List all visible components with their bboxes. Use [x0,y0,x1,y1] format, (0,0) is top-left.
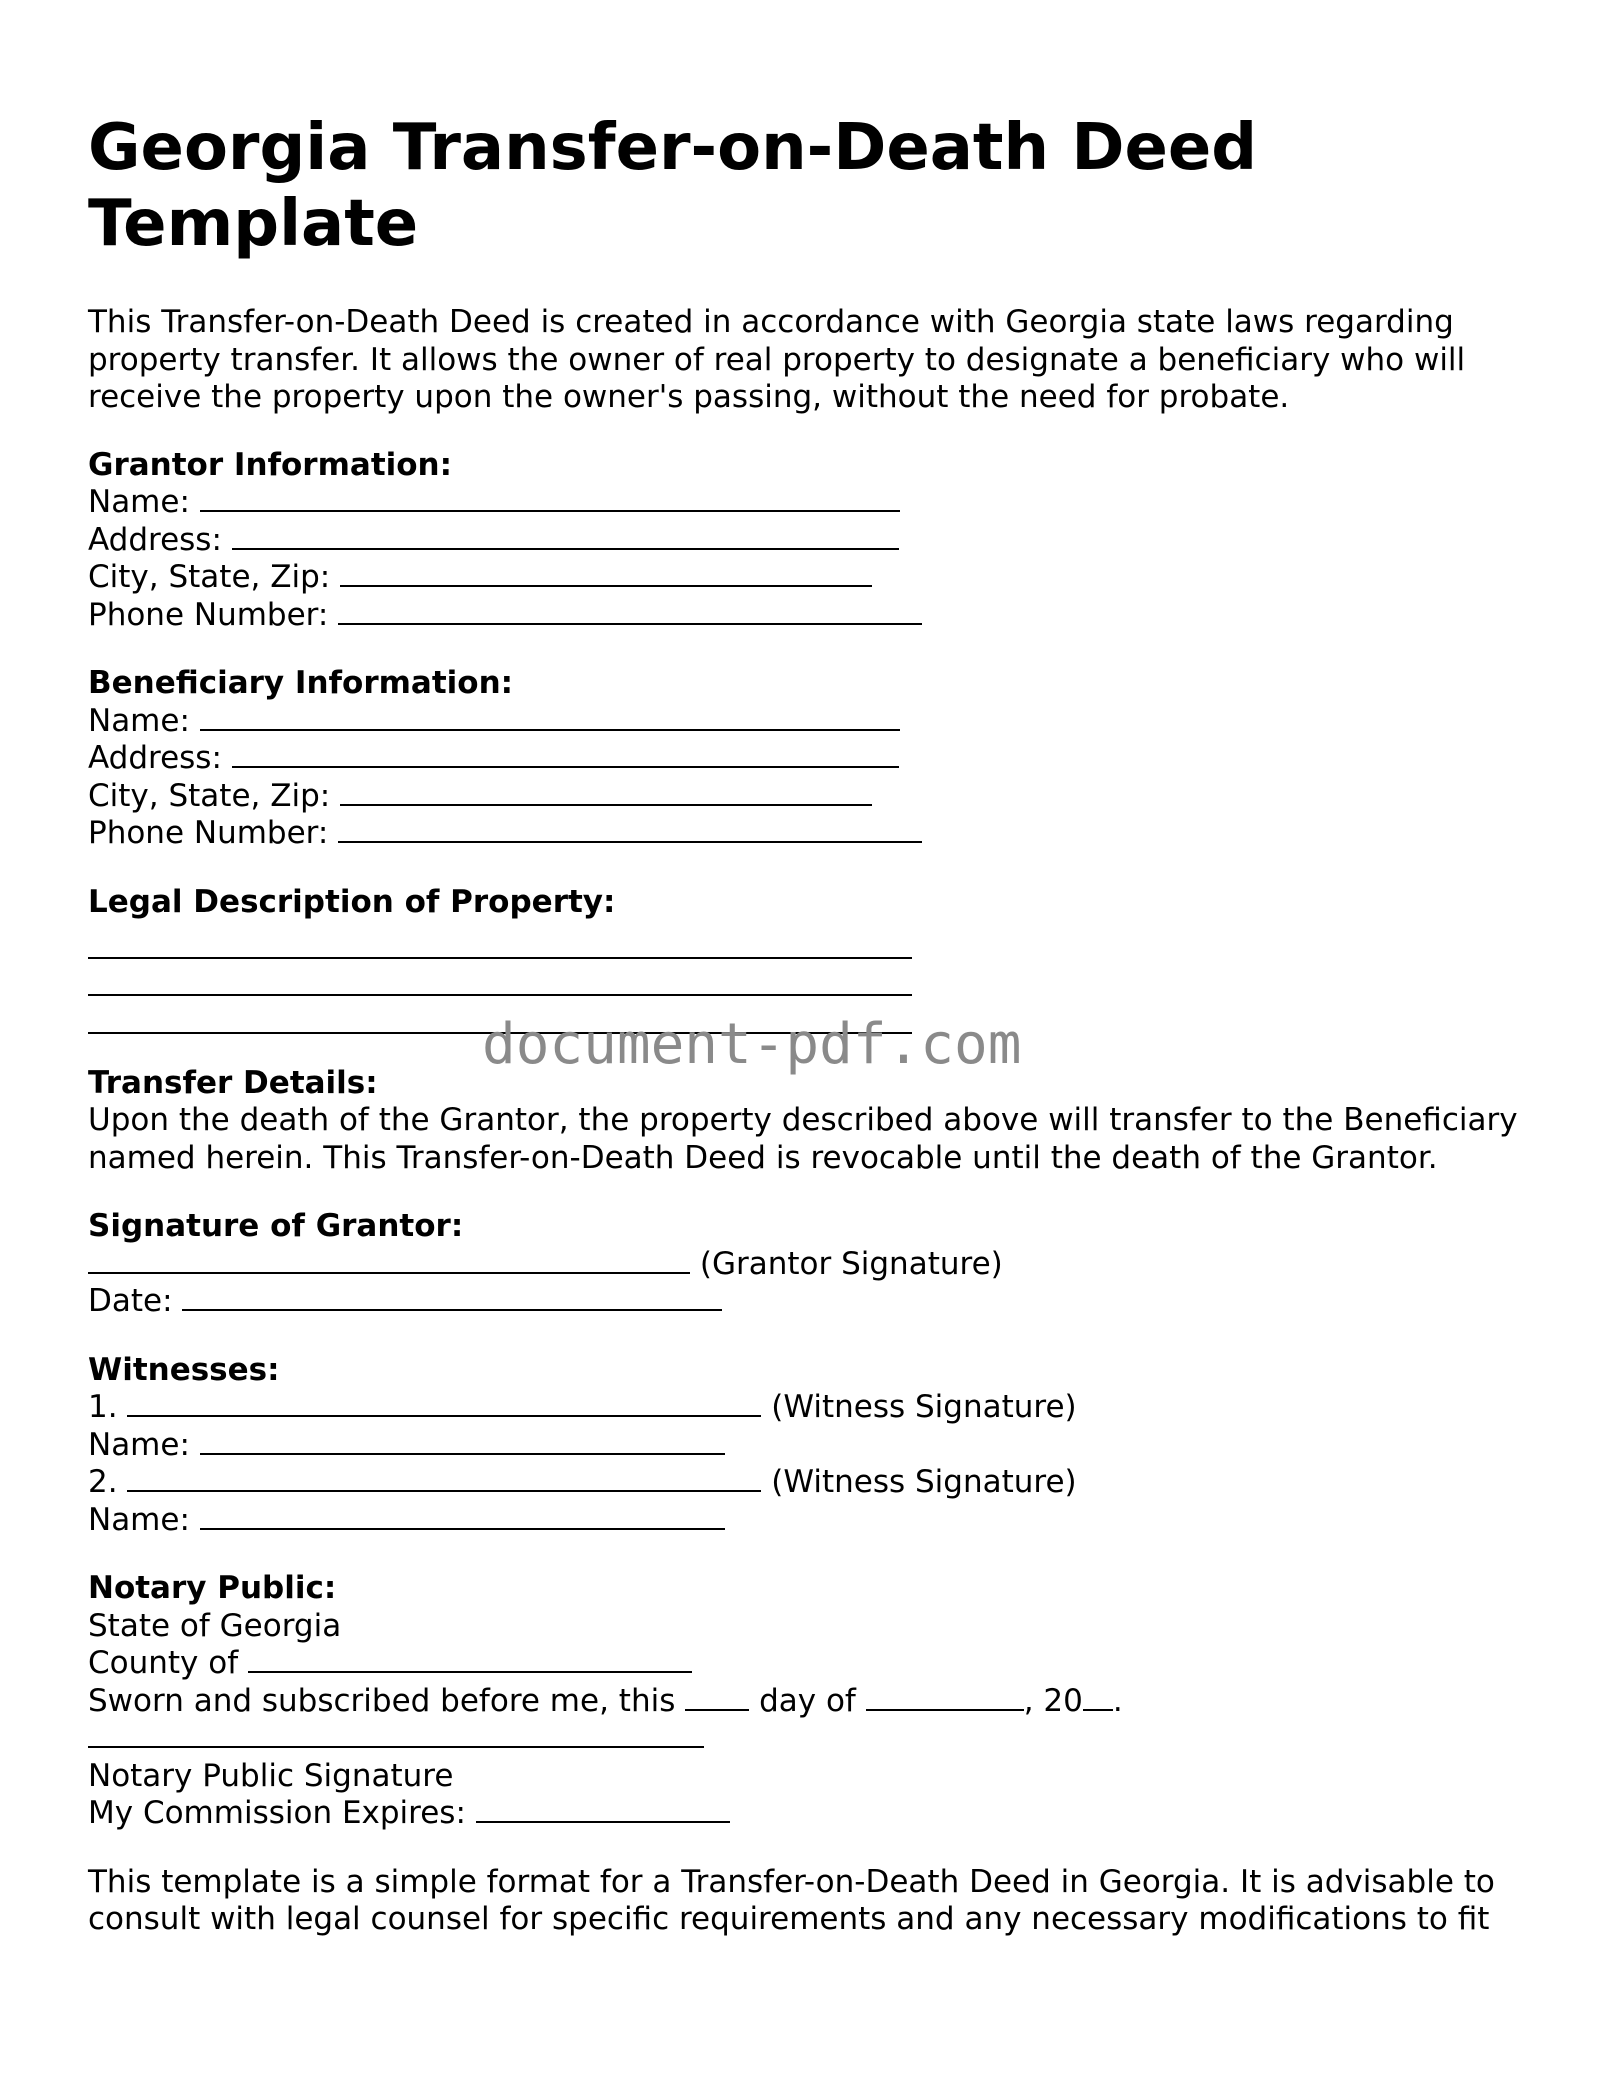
signature-date-field[interactable] [182,1283,722,1311]
notary-commission-field[interactable] [476,1795,730,1823]
transfer-text: Upon the death of the Grantor, the property described above will transfer to the Beneficiary named herein. This Transfer-on-Death Deed is revocable until the death of the Grantor. [88,1102,1518,1176]
grantor-city-field[interactable] [340,559,872,587]
witness-1-number: 1. [88,1389,118,1425]
notary-commission-row [88,1795,1528,1833]
witness-1-name-field[interactable] [200,1427,725,1455]
notary-sworn-start: Sworn and subscribed before me, this [88,1682,676,1719]
notary-sworn-end: . [1112,1682,1123,1719]
witness-1-signature-row [88,1389,1528,1427]
witness-2-signature-row [88,1464,1528,1502]
witness-2-name-label: Name: [88,1501,190,1538]
notary-sworn-day: day of [759,1682,856,1719]
page-title: Georgia Transfer-on-Death Deed Template [88,111,1258,261]
signature-section [88,1208,1528,1321]
beneficiary-heading: Beneficiary Information: [88,665,514,701]
grantor-heading: Grantor Information: [88,446,453,483]
witness-1-name-row [88,1427,1528,1465]
grantor-address-field[interactable] [232,522,899,550]
beneficiary-name-row [88,703,1528,741]
grantor-address-label: Address: [88,521,222,558]
grantor-signature-row [88,1246,1528,1284]
notary-signature-line-row [88,1720,1528,1758]
notary-sworn-year: , 20 [1023,1682,1083,1719]
grantor-city-label: City, State, Zip: [88,559,331,595]
beneficiary-name-label: Name: [88,702,190,739]
witness-2-signature-field[interactable] [127,1464,761,1492]
grantor-signature-field[interactable] [88,1246,690,1274]
grantor-phone-field[interactable] [338,597,922,625]
notary-month-field[interactable] [866,1683,1024,1711]
signature-heading: Signature of Grantor: [88,1208,464,1244]
grantor-name-row [88,484,1528,522]
notary-section [88,1570,1528,1833]
beneficiary-name-field[interactable] [200,703,900,731]
grantor-name-label: Name: [88,484,190,520]
beneficiary-address-label: Address: [88,740,222,776]
property-section [88,884,1528,1034]
beneficiary-section [88,665,1528,853]
beneficiary-city-label: City, State, Zip: [88,777,331,814]
grantor-signature-label: (Grantor Signature) [699,1245,1003,1282]
notary-commission-label: My Commission Expires: [88,1795,466,1831]
notary-county-field[interactable] [248,1645,692,1673]
notary-year-field[interactable] [1083,1683,1113,1711]
witnesses-section [88,1352,1528,1540]
witness-2-number: 2. [88,1464,118,1500]
witness-2-name-field[interactable] [200,1502,725,1530]
grantor-address-row [88,522,1528,560]
grantor-phone-row [88,597,1528,635]
beneficiary-city-field[interactable] [340,778,872,806]
beneficiary-phone-label: Phone Number: [88,815,329,851]
intro-paragraph: This Transfer-on-Death Deed is created in accordance with Georgia state laws regarding property transfer. It allows the owner of real property to designate a beneficiary who will receive the property upon the owner's passing, without the need for probate. [88,304,1466,415]
witness-1-name-label: Name: [88,1426,190,1463]
notary-county-row [88,1645,1528,1683]
beneficiary-phone-field[interactable] [338,815,922,843]
closing-paragraph: This template is a simple format for a Transfer-on-Death Deed in Georgia. It is advisable to consult with legal counsel for specific requirements and any necessary modifications to fit [88,1863,1495,1937]
notary-sworn-row [88,1683,1528,1721]
witness-2-name-row [88,1502,1528,1540]
transfer-section [88,1065,1528,1178]
witness-1-signature-label: (Witness Signature) [771,1389,1077,1425]
watermark-text: document-pdf.com [482,1012,1022,1077]
beneficiary-address-field[interactable] [232,740,899,768]
notary-day-field[interactable] [685,1683,749,1711]
witness-1-signature-field[interactable] [127,1389,761,1417]
witnesses-heading: Witnesses: [88,1351,280,1388]
property-heading: Legal Description of Property: [88,883,616,920]
grantor-phone-label: Phone Number: [88,596,329,633]
grantor-section [88,447,1528,635]
signature-date-row [88,1283,1528,1321]
notary-signature-field[interactable] [88,1720,704,1748]
transfer-heading: Transfer Details: [88,1064,378,1101]
beneficiary-phone-row [88,815,1528,853]
beneficiary-address-row [88,740,1528,778]
property-description-line-2[interactable] [88,959,912,997]
grantor-name-field[interactable] [200,484,900,512]
notary-heading: Notary Public: [88,1570,337,1606]
notary-county-label: County of [88,1645,239,1681]
notary-state: State of Georgia [88,1607,342,1644]
signature-date-label: Date: [88,1283,173,1319]
notary-signature-label: Notary Public Signature [88,1757,454,1794]
property-description-line-1[interactable] [88,921,912,959]
beneficiary-city-row [88,778,1528,816]
grantor-city-row [88,559,1528,597]
witness-2-signature-label: (Witness Signature) [771,1464,1077,1500]
